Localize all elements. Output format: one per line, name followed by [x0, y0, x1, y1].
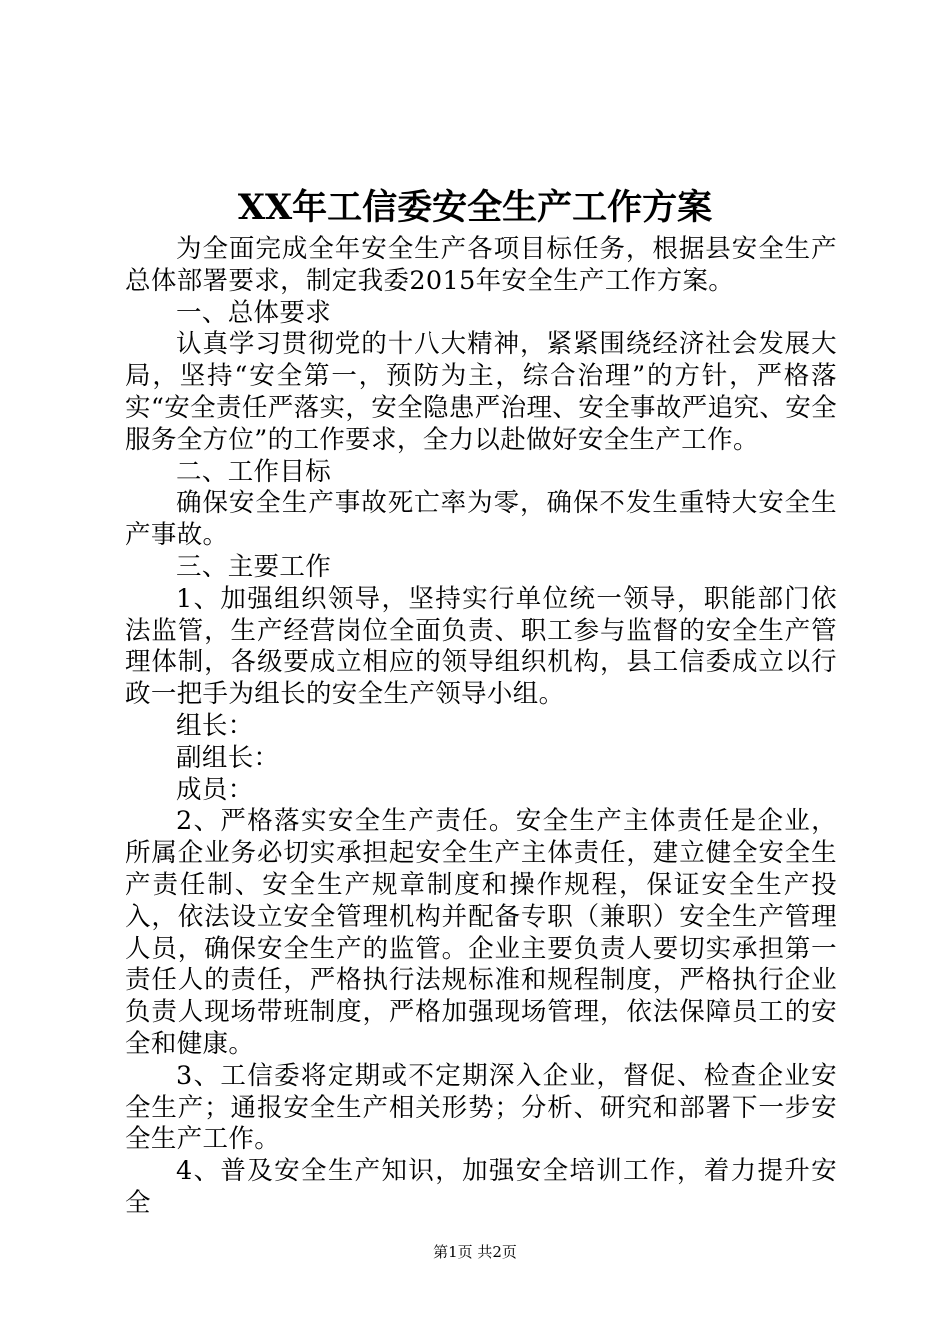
general-requirements-paragraph: 认真学习贯彻党的十八大精神，紧紧围绕经济社会发展大局，坚持“安全第一，预防为主，综合治理”的方针，严格落实“安全责任严落实，安全隐患严治理、安全事故严追究、安全服务全方位”的工作要求，全力以赴做好安全生产工作。 [125, 329, 837, 455]
section-heading-general-requirements: 一、总体要求 [176, 297, 332, 328]
main-work-item-2: 2、严格落实安全生产责任。安全生产主体责任是企业，所属企业务必切实承担起安全生产主体责任，建立健全安全生产责任制、安全生产规章制度和操作规程，保证安全生产投入，依法设立安全管理机构并配备专职（兼职）安全生产管理人员，确保安全生产的监管。企业主要负责人要切实承担第一责任人的责任，严格执行法规标准和规程制度，严格执行企业负责人现场带班制度，严格加强现场管理，依法保障员工的安全和健康。 [125, 806, 837, 1059]
main-work-item-1: 1、加强组织领导，坚持实行单位统一领导，职能部门依法监管，生产经营岗位全面负责、职工参与监督的安全生产管理体制，各级要成立相应的领导组织机构，县工信委成立以行政一把手为组长的安全生产领导小组。 [125, 583, 837, 710]
main-work-item-3: 3、工信委将定期或不定期深入企业，督促、检查企业安全生产；通报安全生产相关形势；分析、研究和部署下一步安全生产工作。 [125, 1060, 837, 1155]
group-leader-line: 组长： [176, 710, 254, 741]
members-line: 成员： [176, 774, 254, 805]
page-number-footer: 第1页 共2页 [433, 1243, 517, 1261]
section-heading-main-work: 三、主要工作 [176, 551, 332, 582]
document-title: XX年工信委安全生产工作方案 [237, 187, 713, 228]
main-work-item-4: 4、普及安全生产知识，加强安全培训工作，着力提升安全 [125, 1156, 837, 1218]
work-goals-paragraph: 确保安全生产事故死亡率为零，确保不发生重特大安全生产事故。 [125, 488, 837, 551]
document-body [125, 234, 837, 1220]
section-heading-work-goals: 二、工作目标 [176, 456, 332, 487]
deputy-group-leader-line: 副组长： [176, 742, 280, 773]
intro-paragraph: 为全面完成全年安全生产各项目标任务，根据县安全生产总体部署要求，制定我委2015年安全生产工作方案。 [125, 234, 837, 296]
